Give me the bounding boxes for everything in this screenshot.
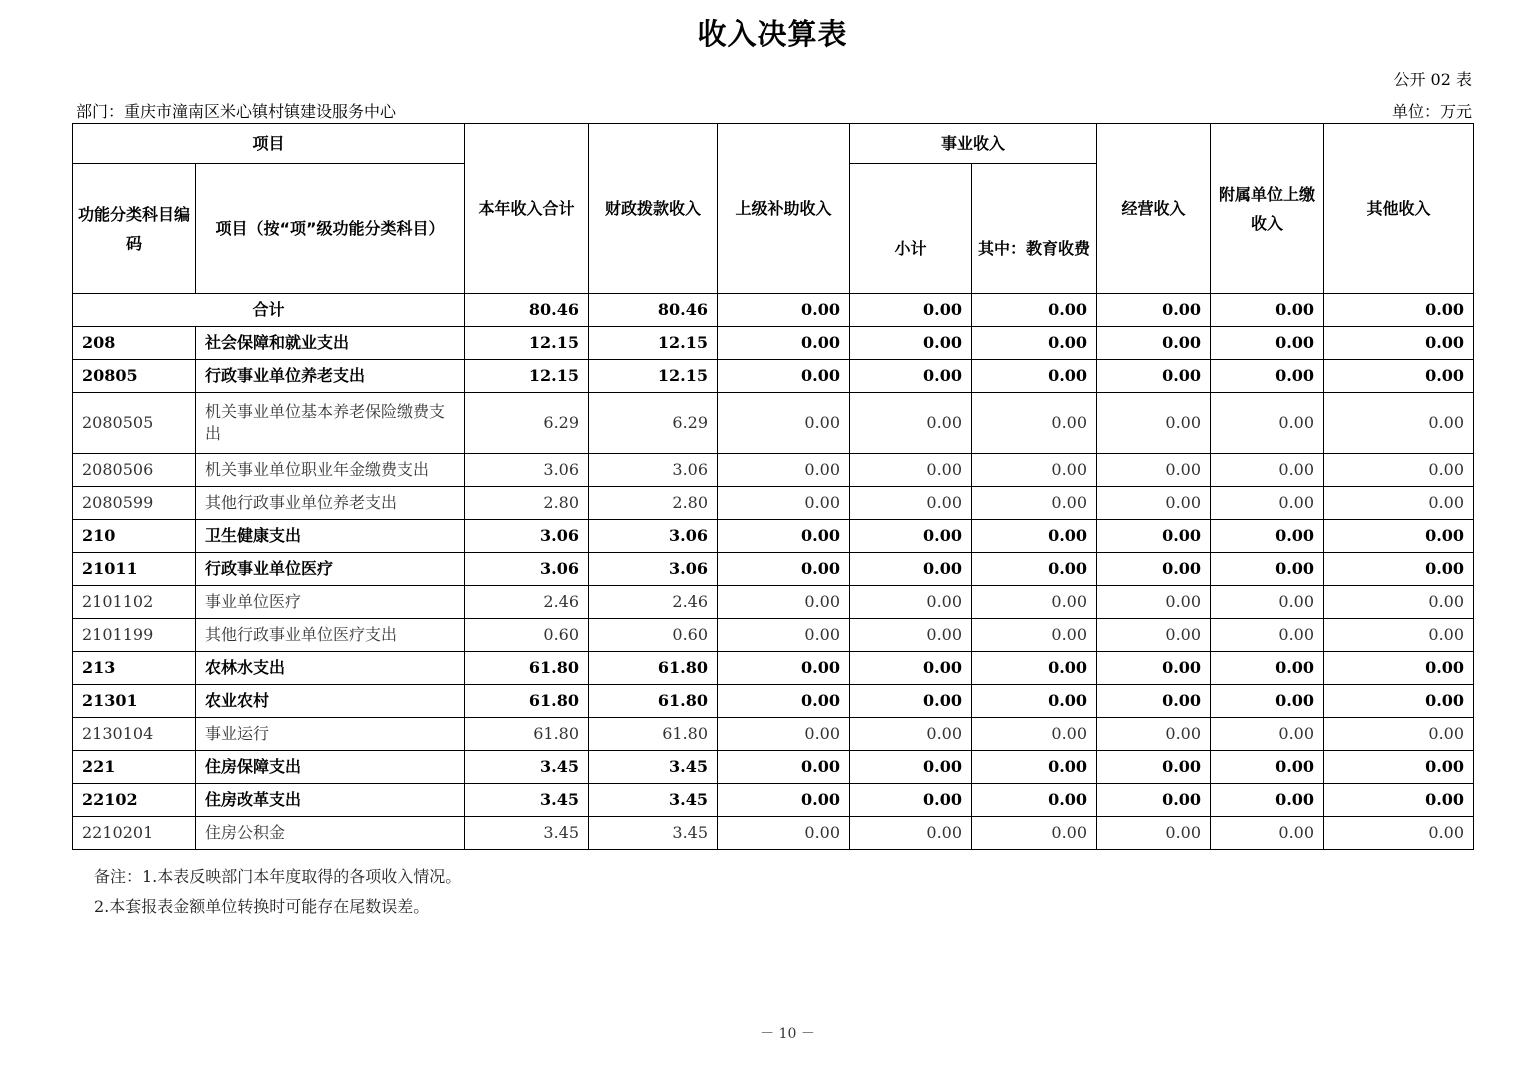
cell-value: 3.45 xyxy=(589,817,718,850)
cell-value: 3.06 xyxy=(465,520,589,553)
note-1: 备注：1.本表反映部门本年度取得的各项收入情况。 xyxy=(94,867,462,886)
cell-value: 80.46 xyxy=(589,294,718,327)
cell-value: 0.00 xyxy=(850,327,972,360)
table-row xyxy=(73,553,1474,586)
row-name: 机关事业单位基本养老保险缴费支出 xyxy=(196,393,465,454)
cell-value: 0.00 xyxy=(1211,784,1324,817)
row-name: 其他行政事业单位养老支出 xyxy=(196,487,465,520)
note-2: 2.本套报表金额单位转换时可能存在尾数误差。 xyxy=(94,897,430,916)
cell-value: 0.00 xyxy=(850,619,972,652)
cell-value: 0.00 xyxy=(1211,718,1324,751)
cell-value: 0.00 xyxy=(1324,685,1474,718)
cell-value: 0.00 xyxy=(1324,817,1474,850)
cell-value: 2.80 xyxy=(465,487,589,520)
cell-value: 0.00 xyxy=(1097,652,1211,685)
cell-value: 0.00 xyxy=(850,454,972,487)
cell-value: 0.00 xyxy=(850,487,972,520)
cell-value: 12.15 xyxy=(465,360,589,393)
cell-value: 3.06 xyxy=(465,454,589,487)
cell-value: 3.45 xyxy=(589,784,718,817)
cell-value: 0.00 xyxy=(1097,751,1211,784)
row-code: 2210201 xyxy=(73,817,196,850)
row-name: 卫生健康支出 xyxy=(196,520,465,553)
row-code: 21011 xyxy=(73,553,196,586)
cell-value: 0.00 xyxy=(1097,553,1211,586)
cell-value: 0.00 xyxy=(1211,685,1324,718)
row-code: 210 xyxy=(73,520,196,553)
cell-value: 0.00 xyxy=(1324,454,1474,487)
header-item-name: 项目（按“项”级功能分类科目） xyxy=(196,164,465,294)
row-name: 住房公积金 xyxy=(196,817,465,850)
cell-value: 0.00 xyxy=(1211,360,1324,393)
row-name: 其他行政事业单位医疗支出 xyxy=(196,619,465,652)
table-row xyxy=(73,487,1474,520)
table-row xyxy=(73,652,1474,685)
cell-value: 0.00 xyxy=(1097,454,1211,487)
cell-value: 12.15 xyxy=(589,360,718,393)
cell-value: 0.00 xyxy=(1211,454,1324,487)
cell-value: 0.00 xyxy=(718,294,850,327)
cell-value: 0.00 xyxy=(1097,360,1211,393)
unit-label: 单位：万元 xyxy=(1391,102,1472,121)
cell-value: 0.00 xyxy=(1324,652,1474,685)
row-code: 213 xyxy=(73,652,196,685)
cell-value: 2.46 xyxy=(465,586,589,619)
cell-value: 0.00 xyxy=(850,393,972,454)
cell-value: 0.00 xyxy=(972,784,1097,817)
cell-value: 0.00 xyxy=(972,817,1097,850)
cell-value: 3.06 xyxy=(589,454,718,487)
cell-value: 0.00 xyxy=(718,553,850,586)
cell-value: 0.00 xyxy=(1324,784,1474,817)
header-superior: 上级补助收入 xyxy=(718,124,850,294)
table-row xyxy=(73,751,1474,784)
cell-value: 0.00 xyxy=(1097,718,1211,751)
cell-value: 0.00 xyxy=(972,393,1097,454)
cell-value: 3.06 xyxy=(589,553,718,586)
cell-value: 0.00 xyxy=(1211,652,1324,685)
cell-value: 0.00 xyxy=(1097,520,1211,553)
row-code: 22102 xyxy=(73,784,196,817)
cell-value: 0.00 xyxy=(1211,520,1324,553)
cell-value: 0.00 xyxy=(718,360,850,393)
cell-value: 0.00 xyxy=(1097,393,1211,454)
table-row xyxy=(73,718,1474,751)
cell-value: 0.00 xyxy=(1211,619,1324,652)
cell-value: 2.80 xyxy=(589,487,718,520)
cell-value: 0.00 xyxy=(1324,487,1474,520)
row-name: 住房保障支出 xyxy=(196,751,465,784)
row-name: 社会保障和就业支出 xyxy=(196,327,465,360)
cell-value: 0.00 xyxy=(1211,751,1324,784)
cell-value: 0.00 xyxy=(850,294,972,327)
cell-value: 0.00 xyxy=(972,454,1097,487)
row-code: 2101102 xyxy=(73,586,196,619)
cell-value: 2.46 xyxy=(589,586,718,619)
cell-value: 0.00 xyxy=(1211,817,1324,850)
row-name: 事业单位医疗 xyxy=(196,586,465,619)
cell-value: 0.00 xyxy=(1324,327,1474,360)
cell-value: 0.00 xyxy=(1097,619,1211,652)
cell-value: 0.00 xyxy=(1324,393,1474,454)
cell-value: 0.00 xyxy=(972,553,1097,586)
cell-value: 61.80 xyxy=(589,685,718,718)
row-code: 2080506 xyxy=(73,454,196,487)
cell-value: 0.00 xyxy=(718,586,850,619)
header-subtotal: 小计 xyxy=(850,164,972,294)
cell-value: 0.00 xyxy=(972,652,1097,685)
income-table xyxy=(72,123,1474,850)
table-row xyxy=(73,817,1474,850)
header-total: 本年收入合计 xyxy=(465,124,589,294)
form-number: 公开 02 表 xyxy=(1393,70,1472,89)
cell-value: 0.00 xyxy=(972,487,1097,520)
cell-value: 0.00 xyxy=(972,586,1097,619)
row-name: 农业农村 xyxy=(196,685,465,718)
cell-value: 0.00 xyxy=(972,327,1097,360)
cell-value: 0.00 xyxy=(718,327,850,360)
cell-value: 0.00 xyxy=(718,685,850,718)
cell-value: 0.00 xyxy=(1211,294,1324,327)
cell-value: 0.00 xyxy=(718,619,850,652)
row-name: 住房改革支出 xyxy=(196,784,465,817)
row-code: 221 xyxy=(73,751,196,784)
cell-value: 12.15 xyxy=(465,327,589,360)
cell-value: 0.00 xyxy=(850,652,972,685)
table-row xyxy=(73,393,1474,454)
cell-value: 0.00 xyxy=(718,817,850,850)
row-name: 行政事业单位养老支出 xyxy=(196,360,465,393)
header-edu: 其中：教育收费 xyxy=(972,164,1097,294)
cell-value: 0.00 xyxy=(972,685,1097,718)
row-name: 机关事业单位职业年金缴费支出 xyxy=(196,454,465,487)
cell-value: 0.00 xyxy=(718,487,850,520)
cell-value: 0.00 xyxy=(850,784,972,817)
cell-value: 61.80 xyxy=(465,685,589,718)
cell-value: 0.00 xyxy=(1097,784,1211,817)
cell-value: 0.00 xyxy=(718,652,850,685)
table-row xyxy=(73,327,1474,360)
department-label: 部门：重庆市潼南区米心镇村镇建设服务中心 xyxy=(76,102,397,121)
cell-value: 0.00 xyxy=(972,520,1097,553)
table-body xyxy=(73,327,1474,850)
cell-value: 61.80 xyxy=(465,652,589,685)
table-row xyxy=(73,685,1474,718)
header-business-group: 事业收入 xyxy=(850,124,1097,164)
cell-value: 3.45 xyxy=(465,751,589,784)
cell-value: 0.00 xyxy=(1211,487,1324,520)
cell-value: 3.45 xyxy=(589,751,718,784)
cell-value: 0.00 xyxy=(718,784,850,817)
cell-value: 0.00 xyxy=(1211,586,1324,619)
table-row xyxy=(73,454,1474,487)
cell-value: 0.00 xyxy=(850,553,972,586)
cell-value: 0.00 xyxy=(1324,360,1474,393)
cell-value: 0.00 xyxy=(1324,751,1474,784)
row-code: 2080505 xyxy=(73,393,196,454)
cell-value: 0.00 xyxy=(850,817,972,850)
table-row xyxy=(73,784,1474,817)
notes xyxy=(94,862,461,922)
row-code: 2101199 xyxy=(73,619,196,652)
table-row xyxy=(73,520,1474,553)
cell-value: 0.00 xyxy=(972,751,1097,784)
cell-value: 0.00 xyxy=(1097,586,1211,619)
cell-value: 0.00 xyxy=(1324,294,1474,327)
row-code: 20805 xyxy=(73,360,196,393)
row-name: 农林水支出 xyxy=(196,652,465,685)
cell-value: 0.00 xyxy=(1324,586,1474,619)
cell-value: 3.45 xyxy=(465,817,589,850)
cell-value: 0.00 xyxy=(972,360,1097,393)
header-func-code: 功能分类科目编码 xyxy=(73,164,196,294)
cell-value: 0.00 xyxy=(850,685,972,718)
total-row xyxy=(73,294,1474,327)
cell-value: 0.00 xyxy=(1324,553,1474,586)
cell-value: 0.00 xyxy=(718,393,850,454)
row-name: 事业运行 xyxy=(196,718,465,751)
cell-value: 0.00 xyxy=(850,586,972,619)
row-code: 2130104 xyxy=(73,718,196,751)
cell-value: 0.00 xyxy=(850,718,972,751)
cell-value: 0.00 xyxy=(1211,553,1324,586)
table-row xyxy=(73,586,1474,619)
total-label: 合计 xyxy=(73,294,465,327)
cell-value: 61.80 xyxy=(589,652,718,685)
cell-value: 0.00 xyxy=(1097,685,1211,718)
header-project: 项目 xyxy=(73,124,465,164)
cell-value: 0.00 xyxy=(1211,393,1324,454)
cell-value: 0.00 xyxy=(718,751,850,784)
cell-value: 0.00 xyxy=(972,718,1097,751)
row-code: 2080599 xyxy=(73,487,196,520)
cell-value: 0.00 xyxy=(718,520,850,553)
cell-value: 12.15 xyxy=(589,327,718,360)
header-affiliated: 附属单位上缴收入 xyxy=(1211,124,1324,294)
cell-value: 0.00 xyxy=(1324,619,1474,652)
table-row xyxy=(73,360,1474,393)
cell-value: 0.00 xyxy=(1097,294,1211,327)
cell-value: 0.00 xyxy=(718,454,850,487)
row-code: 208 xyxy=(73,327,196,360)
row-name: 行政事业单位医疗 xyxy=(196,553,465,586)
cell-value: 61.80 xyxy=(589,718,718,751)
header-fiscal: 财政拨款收入 xyxy=(589,124,718,294)
cell-value: 0.00 xyxy=(1097,327,1211,360)
cell-value: 80.46 xyxy=(465,294,589,327)
cell-value: 0.00 xyxy=(850,520,972,553)
cell-value: 0.00 xyxy=(1097,817,1211,850)
header-other: 其他收入 xyxy=(1324,124,1474,294)
cell-value: 61.80 xyxy=(465,718,589,751)
cell-value: 6.29 xyxy=(589,393,718,454)
header-operating: 经营收入 xyxy=(1097,124,1211,294)
cell-value: 6.29 xyxy=(465,393,589,454)
cell-value: 3.06 xyxy=(465,553,589,586)
cell-value: 0.00 xyxy=(1324,718,1474,751)
row-code: 21301 xyxy=(73,685,196,718)
table-row xyxy=(73,619,1474,652)
cell-value: 0.00 xyxy=(972,294,1097,327)
cell-value: 3.06 xyxy=(589,520,718,553)
cell-value: 3.45 xyxy=(465,784,589,817)
page-number: － 10 － xyxy=(760,1026,815,1042)
cell-value: 0.00 xyxy=(850,751,972,784)
cell-value: 0.00 xyxy=(1097,487,1211,520)
cell-value: 0.00 xyxy=(1211,327,1324,360)
page-title: 收入决算表 xyxy=(697,17,848,51)
cell-value: 0.00 xyxy=(850,360,972,393)
cell-value: 0.00 xyxy=(718,718,850,751)
cell-value: 0.60 xyxy=(589,619,718,652)
cell-value: 0.00 xyxy=(972,619,1097,652)
cell-value: 0.00 xyxy=(1324,520,1474,553)
cell-value: 0.60 xyxy=(465,619,589,652)
